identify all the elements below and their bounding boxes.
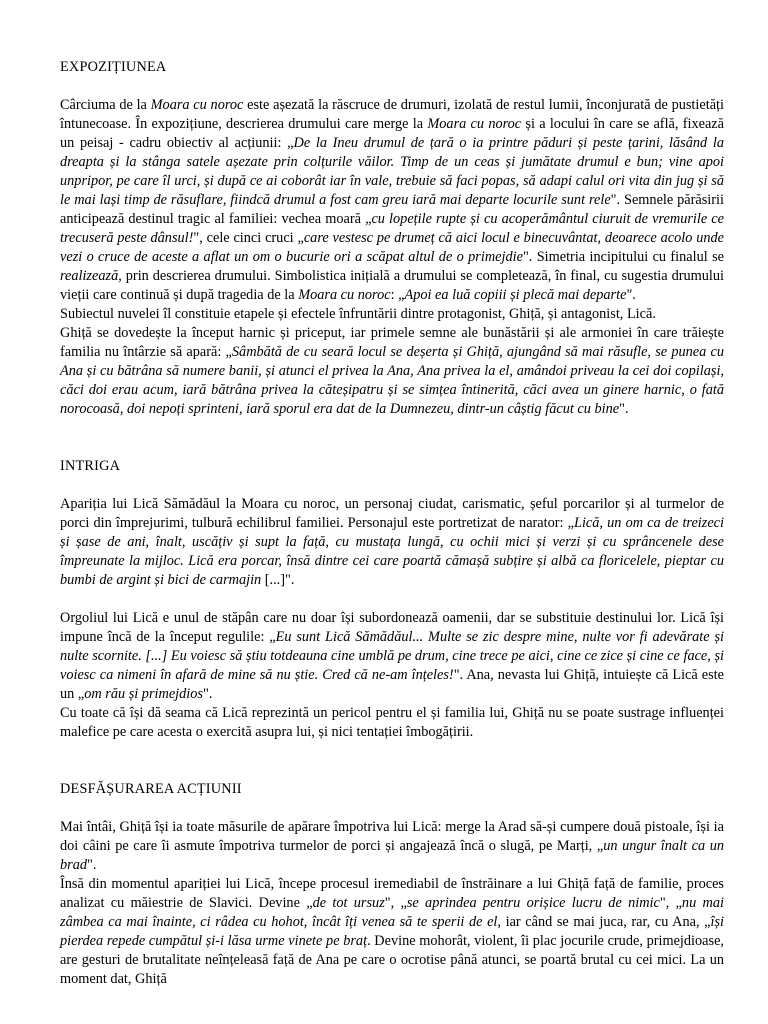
section-heading-expozitiunea: EXPOZIȚIUNEA: [60, 59, 167, 75]
italic-quote: Moara cu noroc: [298, 287, 391, 303]
text-run: ".: [87, 857, 97, 873]
text-run: : „: [390, 287, 405, 303]
italic-quote: Eu sunt Lică Sămădăul... Multe se zic despre mine, nulte vor fi adevărate și nulte scornite. [...] Eu voiesc să știu totdeauna cine umblă pe drum, cine trece pe aici, cine ce zice și cine ce face, și voiesc ca nimeni în afară de mine să nu știe. Cred că ne-am înțeles!: [60, 629, 724, 683]
text-run: Cârciuma de la: [60, 97, 151, 113]
italic-quote: își pierdea repede cumpătul și-i lăsa urme vinete pe braț: [60, 914, 724, 949]
text-run: ".: [619, 401, 629, 417]
italic-quote: Moara cu noroc: [150, 97, 244, 113]
text-run: ".: [202, 686, 213, 702]
text-run: Apariția lui Lică Sămădăul la Moara cu noroc, un personaj ciudat, carismatic, șeful porcarilor și al turmelor de porci din împrejurimi, tulbură echilibrul familiei. Personajul este portretizat de narator: „: [60, 496, 724, 531]
text-run: [...]".: [261, 572, 295, 588]
italic-quote: Apoi ea luă copiii și plecă mai departe: [404, 287, 627, 303]
paragraph: [60, 324, 724, 419]
text-run: , iar când se mai juca, rar, cu Ana, „: [497, 914, 711, 930]
section-heading-intriga: INTRIGA: [60, 458, 121, 474]
italic-quote: nu mai zâmbea ca mai înainte, ci râdea cu hohot, încât îți venea să te sperii de el: [60, 895, 724, 930]
text-run: ". Ana, nevasta lui Ghiță, intuiește că Lică este un „: [60, 667, 724, 702]
italic-quote: cu lopețile rupte și cu acoperământul ciuruit de vremurile ce trecuseră peste dânsul!: [60, 211, 725, 246]
text-run: Subiectul nuvelei îl constituie etapele și efectele înfruntării dintre protagonist, Ghiță, și antagonist, Lică.: [60, 306, 656, 322]
paragraph: [60, 305, 724, 324]
text-run: Ghiță se dovedește la început harnic și priceput, iar primele semne ale bunăstării și ale armoniei în care trăiește familia nu întârzie să apară: „: [60, 325, 724, 360]
text-run: ", „: [384, 895, 407, 911]
italic-quote: care vestesc pe drumeț că aici locul e binecuvântat, deoarece acolo unde vezi o cruce de aceste a aflat un om o bucurie ori a scăpat altul de o primejdie: [60, 230, 724, 265]
text-run: și a locului în care se află, fixează un peisaj - cadru obiectiv al acțiunii: „: [60, 116, 724, 151]
paragraph: [60, 609, 724, 704]
paragraph: [60, 818, 724, 875]
paragraph: [60, 96, 724, 305]
italic-quote: Lică, un om ca de treizeci și șase de ani, înalt, uscățiv și supt la față, cu mustața lungă, cu ochii mici și verzi și cu sprâncenele dese împreunate la mijloc. Lică era porcar, însă dintre cei care poartă cămașă subțire și albă ca floricelele, pieptar cu bumbi de argint și bici de carmajin: [60, 515, 724, 588]
document-page: [60, 58, 724, 989]
text-run: ", cele cinci cruci „: [193, 230, 304, 246]
text-run: ". Semnele părăsirii anticipează destinul tragic al familiei: vechea moară „: [60, 192, 724, 227]
section-heading-desfasurarea-actiunii: DESFĂȘURAREA ACȚIUNII: [60, 781, 242, 797]
italic-quote: De la Ineu drumul de țară o ia printre păduri și peste țarini, lăsând la dreapta și la stânga satele așezate prin colțurile văilor. Timp de un ceas și jumătate drumul e bun; vine apoi unpripor, pe care îl urci, și după ce ai coborât iar în vale, trebuie să faci popas, să adapi calul ori vita din jug și să le mai lași timp de răsuflare, fiindcă drumul a fost cam greu iară mai departe locurile sunt rele: [60, 135, 724, 208]
text-run: este așezată la răscruce de drumuri, izolată de restul lumii, înconjurată de pustietăți întunecoase. În expozițiune, descrierea drumului care merge la: [60, 97, 724, 132]
italic-quote: un ungur înalt ca un brad: [60, 838, 724, 873]
text-run: Mai întâi, Ghiță își ia toate măsurile de apărare împotriva lui Lică: merge la Arad să-și cumpere două pistoale, își ia doi câini pe care îi asmute împotriva turmelor de porci și angajează încă o slugă, pe Marți, „: [60, 819, 724, 854]
italic-quote: se aprindea pentru orișice lucru de nimic: [406, 895, 660, 911]
text-run: ". Simetria incipitului cu finalul se: [522, 249, 724, 265]
text-run: ".: [626, 287, 636, 303]
text-run: Însă din momentul apariției lui Lică, începe procesul iremediabil de înstrăinare a lui Ghiță față de familie, proces analizat cu măiestrie de Slavici. Devine „: [60, 876, 724, 911]
italic-quote: realizează: [60, 268, 119, 284]
paragraph: [60, 495, 724, 590]
paragraph: [60, 704, 724, 742]
italic-quote: de tot ursuz: [312, 895, 385, 911]
italic-quote: Sâmbătă de cu seară locul se deșerta și Ghiță, ajungând să mai răsufle, se punea cu Ana și cu bătrâna să numere banii, și atunci el privea la Ana, Ana privea la el, amândoi priveau la cei doi copilași, căci doi erau acum, iară bătrâna privea la căteșipatru și se simțea întinerită, căci avea un ginere harnic, o fată norocoasă, doi nepoți sprinteni, iară sporul era dat de la Dumnezeu, dintr-un câștig făcut cu bine: [60, 344, 724, 417]
text-run: Orgoliul lui Lică e unul de stăpân care nu doar își subordonează oamenii, dar se substituie destinului lor. Lică își impune încă de la început regulile: „: [60, 610, 724, 645]
italic-quote: Moara cu noroc: [427, 116, 522, 132]
text-run: Cu toate că își dă seama că Lică reprezintă un pericol pentru el și familia lui, Ghiță nu se poate sustrage influenței malefice pe care acesta o exercită asupra lui, și nici tentației îmbogățirii.: [60, 705, 724, 740]
text-run: , prin descrierea drumului. Simbolistica inițială a drumului se completează, în final, cu sugestia drumului vieții care continuă și după tragedia de la: [60, 268, 724, 303]
text-run: ", „: [659, 895, 682, 911]
paragraph: [60, 875, 724, 989]
text-run: . Devine mohorât, violent, îi plac jocurile crude, primejdioase, are gesturi de brutalitate neînțeleasă față de Ana pe care o ocrotise până atunci, se poartă brutal cu cei mici. La un moment dat, Ghiță: [60, 933, 724, 987]
italic-quote: om rău și primejdios: [84, 686, 203, 702]
